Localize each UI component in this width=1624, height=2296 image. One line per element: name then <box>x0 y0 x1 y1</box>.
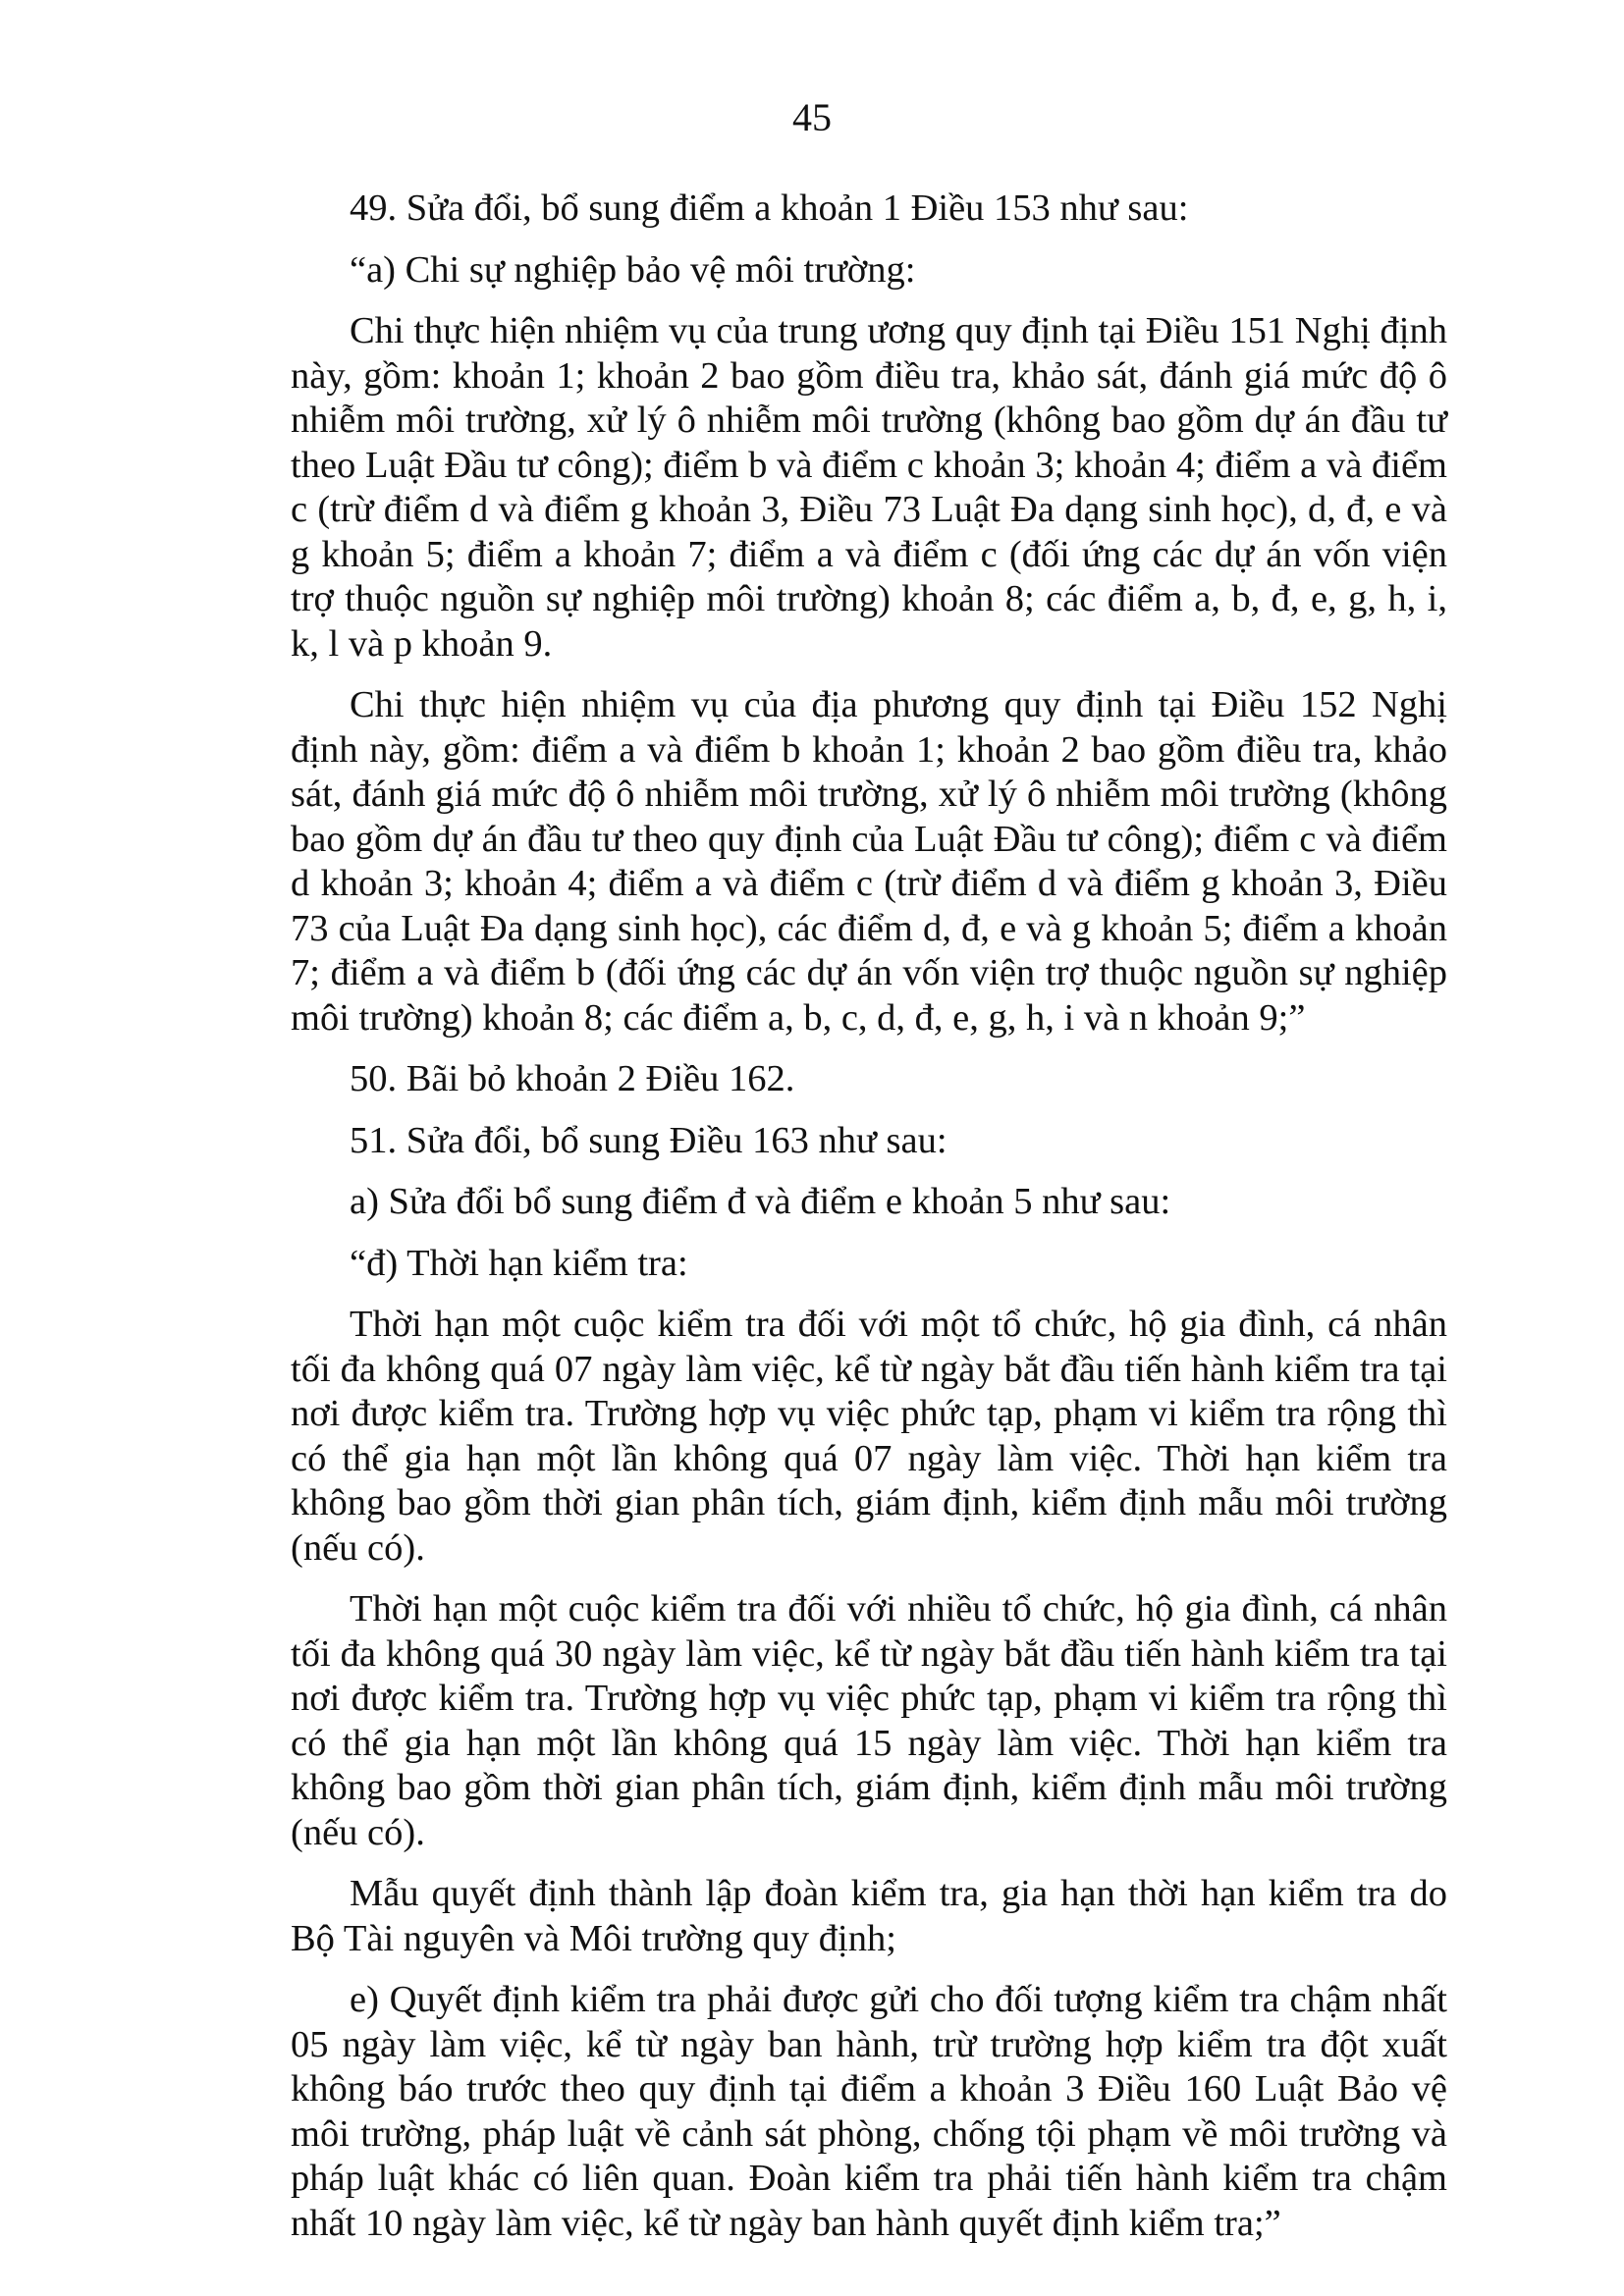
multi-entity-inspection-paragraph: Thời hạn một cuộc kiểm tra đối với nhiều tổ chức, hộ gia đình, cá nhân tối đa không quá 30 ngày làm việc, kể từ ngày bắt đầu tiến hành kiểm tra tại nơi được kiểm tra. Trường hợp vụ việc phức tạp, phạm vi kiểm tra rộng thì có thể gia hạn một lần không quá 15 ngày làm việc. Thời hạn kiểm tra không bao gồm thời gian phân tích, giám định, kiểm định mẫu môi trường (nếu có). <box>291 1588 1447 1853</box>
sub-item-a-heading: a) Sửa đổi bổ sung điểm đ và điểm e khoản 5 như sau: <box>350 1181 1171 1222</box>
central-tasks-paragraph: Chi thực hiện nhiệm vụ của trung ương quy định tại Điều 151 Nghị định này, gồm: khoản 1; khoản 2 bao gồm điều tra, khảo sát, đánh giá mức độ ô nhiễm môi trường, xử lý ô nhiễm môi trường (không bao gồm dự án đầu tư theo Luật Đầu tư công); điểm b và điểm c khoản 3; khoản 4; điểm a và điểm c (trừ điểm d và điểm g khoản 3, Điều 73 Luật Đa dạng sinh học), d, đ, e và g khoản 5; điểm a khoản 7; điểm a và điểm c (đối ứng các dự án vốn viện trợ thuộc nguồn sự nghiệp môi trường) khoản 8; các điểm a, b, đ, e, g, h, i, k, l và p khoản 9. <box>291 310 1447 665</box>
local-tasks-paragraph: Chi thực hiện nhiệm vụ của địa phương quy định tại Điều 152 Nghị định này, gồm: điểm a và điểm b khoản 1; khoản 2 bao gồm điều tra, khảo sát, đánh giá mức độ ô nhiễm môi trường, xử lý ô nhiễm môi trường (không bao gồm dự án đầu tư theo quy định của Luật Đầu tư công); điểm c và điểm d khoản 3; khoản 4; điểm a và điểm c (trừ điểm d và điểm g khoản 3, Điều 73 của Luật Đa dạng sinh học), các điểm d, đ, e và g khoản 5; điểm a khoản 7; điểm a và điểm b (đối ứng các dự án vốn viện trợ thuộc nguồn sự nghiệp môi trường) khoản 8; các điểm a, b, c, d, đ, e, g, h, i và n khoản 9;” <box>291 684 1447 1039</box>
page-number: 45 <box>792 95 832 139</box>
decision-template-paragraph: Mẫu quyết định thành lập đoàn kiểm tra, gia hạn thời hạn kiểm tra do Bộ Tài nguyên và Môi trường quy định; <box>291 1873 1447 1959</box>
inspection-decision-paragraph: e) Quyết định kiểm tra phải được gửi cho đối tượng kiểm tra chậm nhất 05 ngày làm việc, kể từ ngày ban hành, trừ trường hợp kiểm tra đột xuất không báo trước theo quy định tại điểm a khoản 3 Điều 160 Luật Bảo vệ môi trường, pháp luật về cảnh sát phòng, chống tội phạm về môi trường và pháp luật khác có liên quan. Đoàn kiểm tra phải tiến hành kiểm tra chậm nhất 10 ngày làm việc, kể từ ngày ban hành quyết định kiểm tra;” <box>291 1979 1447 2244</box>
inspection-period-heading: “đ) Thời hạn kiểm tra: <box>350 1242 688 1284</box>
single-entity-inspection-paragraph: Thời hạn một cuộc kiểm tra đối với một tổ chức, hộ gia đình, cá nhân tối đa không quá 07 ngày làm việc, kể từ ngày bắt đầu tiến hành kiểm tra tại nơi được kiểm tra. Trường hợp vụ việc phức tạp, phạm vi kiểm tra rộng thì có thể gia hạn một lần không quá 07 ngày làm việc. Thời hạn kiểm tra không bao gồm thời gian phân tích, giám định, kiểm định mẫu môi trường (nếu có). <box>291 1304 1447 1569</box>
document-body <box>291 187 1447 2263</box>
point-a-heading: “a) Chi sự nghiệp bảo vệ môi trường: <box>350 248 916 291</box>
item-49-heading: 49. Sửa đổi, bổ sung điểm a khoản 1 Điều 153 như sau: <box>350 187 1189 229</box>
item-50-heading: 50. Bãi bỏ khoản 2 Điều 162. <box>350 1058 795 1099</box>
item-51-heading: 51. Sửa đổi, bổ sung Điều 163 như sau: <box>350 1119 947 1161</box>
